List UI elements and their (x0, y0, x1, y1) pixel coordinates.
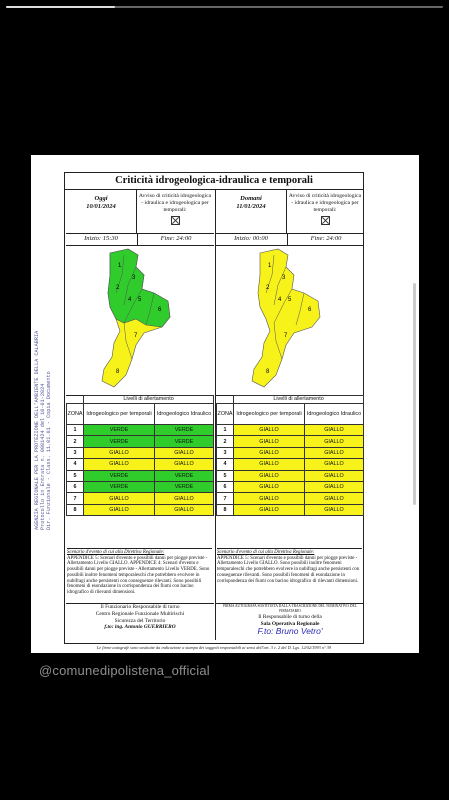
level-temporali: GIALLO (234, 436, 305, 447)
zone-row (217, 447, 364, 458)
today-avviso (138, 193, 212, 225)
sig-dept: Sicurezza del Territorio (114, 617, 166, 624)
level-temporali: VERDE (84, 470, 155, 481)
zone-number: 7 (67, 493, 84, 504)
level-temporali: GIALLO (84, 493, 155, 504)
calabria-zones-map-icon (216, 245, 364, 395)
zone-number: 5 (67, 470, 84, 481)
svg-text:4: 4 (128, 297, 132, 303)
svg-text:3: 3 (132, 275, 136, 281)
today-date-block (66, 195, 136, 211)
zone-row (67, 459, 214, 470)
zone-number: 3 (67, 447, 84, 458)
zone-number: 8 (217, 504, 234, 515)
level-idraulico: GIALLO (304, 425, 363, 436)
scrollbar[interactable] (413, 283, 416, 505)
today-date: 10/01/2024 (86, 203, 116, 210)
story-progress-bar (6, 6, 443, 8)
today-column (66, 189, 214, 640)
tomorrow-scenario-heading: Scenario d'evento di cui alla Direttiva Regionale: (217, 550, 315, 555)
today-end: Fine: 24:00 (137, 233, 214, 245)
svg-text:1: 1 (268, 263, 272, 269)
level-temporali: GIALLO (84, 447, 155, 458)
level-temporali: VERDE (84, 481, 155, 492)
divider (136, 189, 137, 233)
zone-row (217, 425, 364, 436)
level-idraulico: GIALLO (304, 481, 363, 492)
zona-header: ZONA (217, 404, 234, 425)
bulletin-title: Criticità idrogeologica-idraulica e temporali (65, 173, 363, 190)
tomorrow-date-block (216, 195, 286, 211)
sig-office: Sala Operativa Regionale (260, 620, 320, 627)
level-idraulico: GIALLO (154, 447, 213, 458)
zone-row (217, 481, 364, 492)
level-idraulico: GIALLO (304, 447, 363, 458)
protocol-line-3: Dir. Funzionale - Class. 11.01.01 - Copia Documento (46, 371, 52, 530)
crossed-checkbox-icon (171, 216, 180, 225)
zone-number: 3 (217, 447, 234, 458)
today-signature (66, 603, 214, 641)
tomorrow-label: Domani (240, 195, 262, 202)
zone-row (217, 459, 364, 470)
today-scenario (67, 548, 212, 606)
zone-number: 4 (67, 459, 84, 470)
zone-row (67, 425, 214, 436)
level-idraulico: GIALLO (304, 459, 363, 470)
today-levels (66, 395, 214, 516)
zone-row (67, 436, 214, 447)
levels-header: Livelli di allertamento (234, 396, 364, 404)
zone-number: 8 (67, 504, 84, 515)
protocol-stamp (34, 300, 62, 530)
level-temporali: GIALLO (234, 504, 305, 515)
zone-row (67, 493, 214, 504)
today-scenario-text: APPENDICE 5: Scenari d'evento e possibili danni per piogge previste - Allertamento Livello GIALLO. APPENDICE 4: Scenari d'evento e possibili danni per piogge previste - Allertamento Livello VERDE. Sono possibili inoltre fenomeni temporaleschi che potrebbero evolvere in nubifragi anche persistenti con conseguenze rilevanti. Sono possibili fenomeni di esondazione in corrispondenza dei fiumi con bacino idrografico di rilevanti dimensioni. (67, 555, 210, 595)
tomorrow-signature (216, 603, 364, 641)
zone-number: 2 (217, 436, 234, 447)
level-temporali: VERDE (84, 436, 155, 447)
level-temporali: GIALLO (234, 447, 305, 458)
divider (286, 189, 287, 233)
zone-row (67, 470, 214, 481)
level-idraulico: GIALLO (304, 436, 363, 447)
level-temporali: GIALLO (234, 470, 305, 481)
level-temporali: GIALLO (234, 459, 305, 470)
level-idraulico: GIALLO (304, 493, 363, 504)
level-temporali: GIALLO (84, 504, 155, 515)
tomorrow-date: 11/01/2024 (236, 203, 266, 210)
zone-row (67, 504, 214, 515)
sig-name: f.to: ing. Antonio GUERRIERO (104, 624, 176, 631)
today-col2-header: Idrogeologico Idraulico (154, 404, 213, 425)
svg-text:7: 7 (284, 333, 288, 339)
sig-note: FIRMA AUTOGRAFA SOSTITUITA DALLA TRASCRIZIONE DEL NOMINATIVO DEL FIRMATARIO (223, 604, 357, 613)
zone-number: 6 (217, 481, 234, 492)
today-label: Oggi (94, 195, 108, 202)
zone-row (67, 447, 214, 458)
zone-number: 1 (217, 425, 234, 436)
zona-header: ZONA (67, 404, 84, 425)
watermark: @comunedipolistena_official (39, 663, 210, 678)
level-idraulico: VERDE (154, 425, 213, 436)
svg-text:7: 7 (134, 333, 138, 339)
tomorrow-levels-table (216, 395, 364, 516)
tomorrow-avviso (288, 193, 362, 225)
level-idraulico: GIALLO (154, 504, 213, 515)
today-header (66, 189, 214, 234)
sig-name: F.to: Bruno Vetro' (257, 625, 323, 636)
level-idraulico: GIALLO (154, 459, 213, 470)
zone-number: 4 (217, 459, 234, 470)
today-levels-table (66, 395, 214, 516)
tomorrow-end: Fine: 24:00 (287, 233, 364, 245)
tomorrow-scenario-text: APPENDICE 5: Scenari d'evento e possibili danni per piogge previste - Allertamento Livello GIALLO. Sono possibili inoltre fenomeni temporaleschi che potrebbero evolvere in nubifragi anche persistenti con conseguenze rilevanti. Sono possibili fenomeni di esondazione in corrispondenza dei fiumi con bacino idrografico di rilevanti dimensioni. (217, 555, 360, 584)
level-idraulico: GIALLO (304, 470, 363, 481)
svg-text:6: 6 (158, 307, 162, 313)
crossed-checkbox-icon (321, 216, 330, 225)
tomorrow-col2-header: Idrogeologico Idraulico (304, 404, 363, 425)
today-scenario-heading: Scenario d'evento di cui alla Direttiva Regionale: (67, 550, 165, 555)
protocol-line-1: AGENZIA REGIONALE PER LA PROTEZIONE DELL'AMBIENTE DELLA CALABRIA (34, 330, 40, 530)
sig-role: Il Responsabile di turno della (258, 614, 322, 620)
level-temporali: GIALLO (234, 481, 305, 492)
sig-role: Il Funzionario Responsabile di turno (100, 604, 180, 610)
today-avviso-text: Avviso di criticità idrogeologica - idraulica e idrogeologica per temporali: (138, 193, 212, 213)
level-idraulico: VERDE (154, 436, 213, 447)
level-idraulico: GIALLO (304, 504, 363, 515)
zone-number: 7 (217, 493, 234, 504)
svg-text:6: 6 (308, 307, 312, 313)
tomorrow-scenario (217, 548, 362, 606)
today-calabria-map (66, 245, 214, 396)
svg-text:5: 5 (138, 297, 142, 303)
zone-row (217, 504, 364, 515)
level-idraulico: GIALLO (154, 493, 213, 504)
sig-office: Centro Regionale Funzionale Multirischi (95, 610, 185, 617)
svg-text:3: 3 (282, 275, 286, 281)
svg-text:2: 2 (116, 285, 120, 291)
svg-text:5: 5 (288, 297, 292, 303)
level-idraulico: VERDE (154, 470, 213, 481)
story-progress-fill (6, 6, 115, 8)
bulletin (64, 172, 364, 644)
svg-text:1: 1 (118, 263, 122, 269)
tomorrow-header (216, 189, 364, 234)
tomorrow-calabria-map (216, 245, 364, 396)
zone-number: 2 (67, 436, 84, 447)
zone-number: 5 (217, 470, 234, 481)
calabria-zones-map-icon (66, 245, 214, 395)
tomorrow-start: Inizio: 00:00 (234, 235, 268, 242)
level-temporali: GIALLO (234, 493, 305, 504)
levels-header: Livelli di allertamento (84, 396, 214, 404)
level-idraulico: VERDE (154, 481, 213, 492)
level-temporali: GIALLO (84, 459, 155, 470)
protocol-line-2: Protocollo in Entrata n. 0001424 del 10-01-2024 (40, 383, 46, 530)
zone-number: 6 (67, 481, 84, 492)
svg-text:4: 4 (278, 297, 282, 303)
tomorrow-avviso-text: Avviso di criticità idrogeologica - idraulica e idrogeologica per temporali: (288, 193, 362, 213)
bulletin-footer: Le firme autografe sono sostituite da indicazione a stampa dei soggetti responsabili ai sensi dell'art. 3 c. 2 del D. Lgs. 12/02/1993 n° 39 (96, 645, 332, 650)
level-temporali: GIALLO (234, 425, 305, 436)
tomorrow-col1-header: Idrogeologico per temporali (234, 404, 305, 425)
zone-row (217, 493, 364, 504)
svg-text:2: 2 (266, 285, 270, 291)
zone-number: 1 (67, 425, 84, 436)
today-col1-header: Idrogeologico per temporali (84, 404, 155, 425)
tomorrow-levels (216, 395, 364, 516)
zone-row (67, 481, 214, 492)
svg-text:8: 8 (116, 369, 120, 375)
zone-row (217, 470, 364, 481)
tomorrow-column (215, 189, 364, 640)
today-start: Inizio: 15:30 (84, 235, 118, 242)
level-temporali: VERDE (84, 425, 155, 436)
zone-row (217, 436, 364, 447)
svg-text:8: 8 (266, 369, 270, 375)
